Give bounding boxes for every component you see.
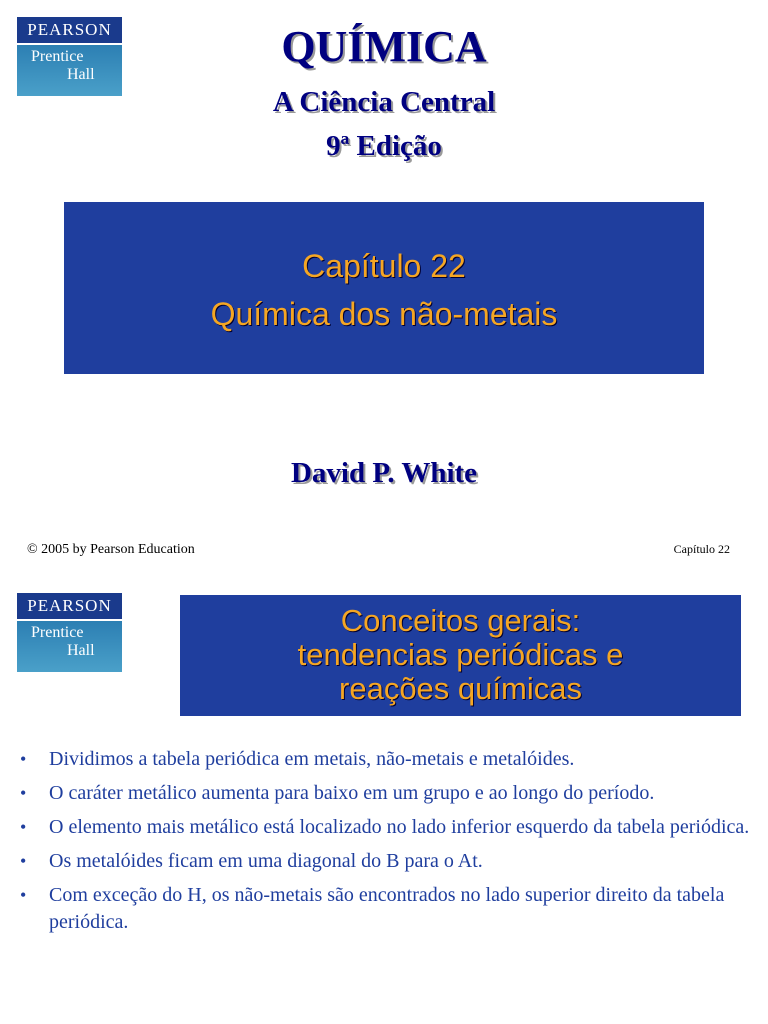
chapter-title: Química dos não-metais — [210, 296, 558, 332]
logo-line1: Prentice — [31, 48, 84, 65]
bullet-item: • Com exceção do H, os não-metais são encontrados no lado superior direito da tabela periódica. — [20, 884, 725, 933]
footer-chapter-label: Capítulo 22 — [673, 542, 730, 556]
bullet-item: • O caráter metálico aumenta para baixo em um grupo e ao longo do período. — [20, 780, 750, 807]
logo-line2: Hall — [67, 642, 95, 659]
book-title: QUÍMICA — [281, 22, 487, 71]
bullet-list — [20, 746, 750, 943]
heading-line-1: Conceitos gerais: — [340, 603, 581, 638]
heading-line-3: reações químicas — [339, 671, 582, 706]
bullet-dot-icon: • — [20, 885, 27, 905]
bullet-item: • O elemento mais metálico está localizado no lado inferior esquerdo da tabela periódica. — [20, 814, 750, 841]
bullet-dot-icon: • — [20, 749, 27, 769]
bullet-dot-icon: • — [20, 851, 27, 871]
logo-brand: PEARSON — [27, 20, 112, 39]
book-edition: 9ª Edição — [326, 130, 442, 162]
copyright-text: © 2005 by Pearson Education — [27, 542, 195, 557]
bullet-item: • Os metalóides ficam em uma diagonal do B para o At. — [20, 848, 750, 875]
book-subtitle: A Ciência Central — [272, 86, 496, 118]
logo-line1: Prentice — [31, 624, 84, 641]
bullet-dot-icon: • — [20, 783, 27, 803]
chapter-number: Capítulo 22 — [302, 248, 466, 284]
author-name: David P. White — [290, 457, 478, 489]
bullet-item: • Dividimos a tabela periódica em metais, não-metais e metalóides. — [20, 746, 750, 773]
logo-brand: PEARSON — [27, 596, 112, 615]
content-slide — [0, 576, 768, 1024]
pearson-logo-2 — [17, 593, 122, 672]
chapter-box — [64, 202, 704, 374]
logo-line2: Hall — [67, 66, 95, 83]
bullet-dot-icon: • — [20, 817, 27, 837]
heading-line-2: tendencias periódicas e — [297, 637, 624, 672]
slide-heading-box — [180, 595, 741, 716]
